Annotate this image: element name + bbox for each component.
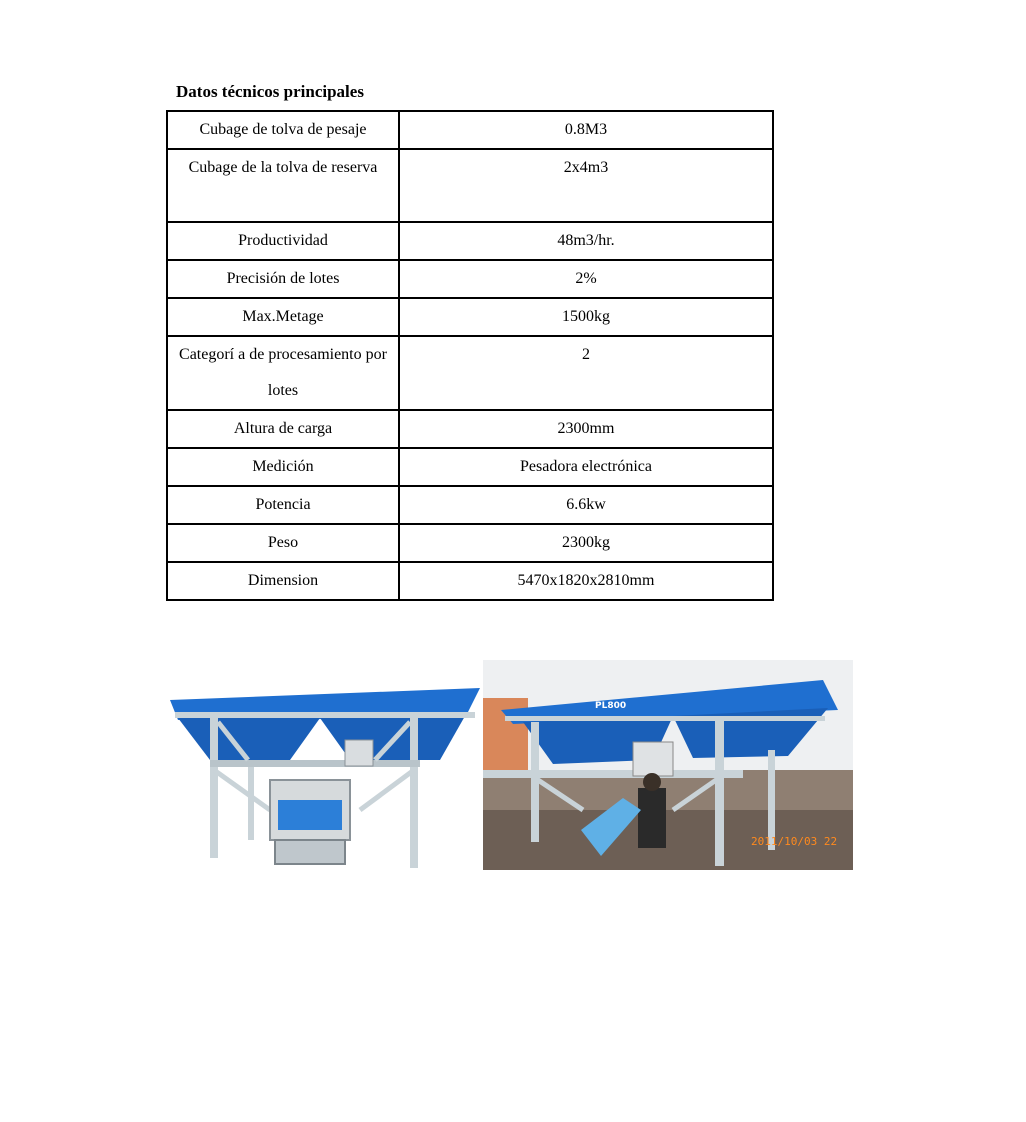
frame-leg (210, 718, 218, 858)
spec-label: Peso (167, 524, 399, 562)
onsite-scene-illustration (483, 660, 853, 870)
technical-specs-table (166, 110, 774, 601)
table-row (167, 524, 773, 562)
table-row (167, 111, 773, 149)
table-row (167, 486, 773, 524)
batching-machine-photo-onsite (483, 660, 853, 870)
worker-head (643, 773, 661, 791)
frame-brace (360, 770, 414, 810)
page-title: Datos técnicos principales (176, 82, 364, 101)
spec-value: 6.6kw (399, 486, 773, 524)
spec-value: Pesadora electrónica (399, 448, 773, 486)
spec-label: Medición (167, 448, 399, 486)
spec-value: 2x4m3 (399, 149, 773, 222)
spec-value: 0.8M3 (399, 111, 773, 149)
spec-label: Altura de carga (167, 410, 399, 448)
worker (638, 788, 666, 848)
spec-label: Cubage de la tolva de reserva (167, 149, 399, 222)
frame-beam (175, 712, 475, 718)
spec-label: Dimension (167, 562, 399, 600)
table-row (167, 222, 773, 260)
spec-value: 2300mm (399, 410, 773, 448)
spec-value: 2 (399, 336, 773, 410)
table-row (167, 149, 773, 222)
frame-beam (505, 716, 825, 721)
frame-leg (410, 718, 418, 868)
batching-machine-illustration (170, 660, 482, 872)
control-box (345, 740, 373, 766)
spec-value: 2300kg (399, 524, 773, 562)
machine-label: PL800 (595, 701, 627, 711)
table-row (167, 562, 773, 600)
spec-label: Potencia (167, 486, 399, 524)
weighing-hopper-bin (278, 800, 342, 830)
spec-label: Max.Metage (167, 298, 399, 336)
table-row (167, 336, 773, 410)
date-stamp: 2011/10/03 22 (751, 835, 838, 848)
conveyor-base (275, 840, 345, 864)
control-box (633, 742, 673, 776)
spec-label: Precisión de lotes (167, 260, 399, 298)
frame-beam (210, 760, 420, 767)
hopper-bin-left (178, 718, 320, 760)
spec-label: Categorí a de procesamiento por lotes (167, 336, 399, 410)
frame-leg (715, 716, 724, 866)
spec-label: Cubage de tolva de pesaje (167, 111, 399, 149)
spec-value: 5470x1820x2810mm (399, 562, 773, 600)
table-row (167, 260, 773, 298)
spec-value: 48m3/hr. (399, 222, 773, 260)
spec-value: 2% (399, 260, 773, 298)
table-row (167, 298, 773, 336)
spec-value: 1500kg (399, 298, 773, 336)
spec-label: Productividad (167, 222, 399, 260)
batching-machine-photo-studio (170, 660, 482, 872)
table-row (167, 448, 773, 486)
table-row (167, 410, 773, 448)
frame-beam (483, 770, 743, 778)
frame-brace (214, 770, 270, 810)
